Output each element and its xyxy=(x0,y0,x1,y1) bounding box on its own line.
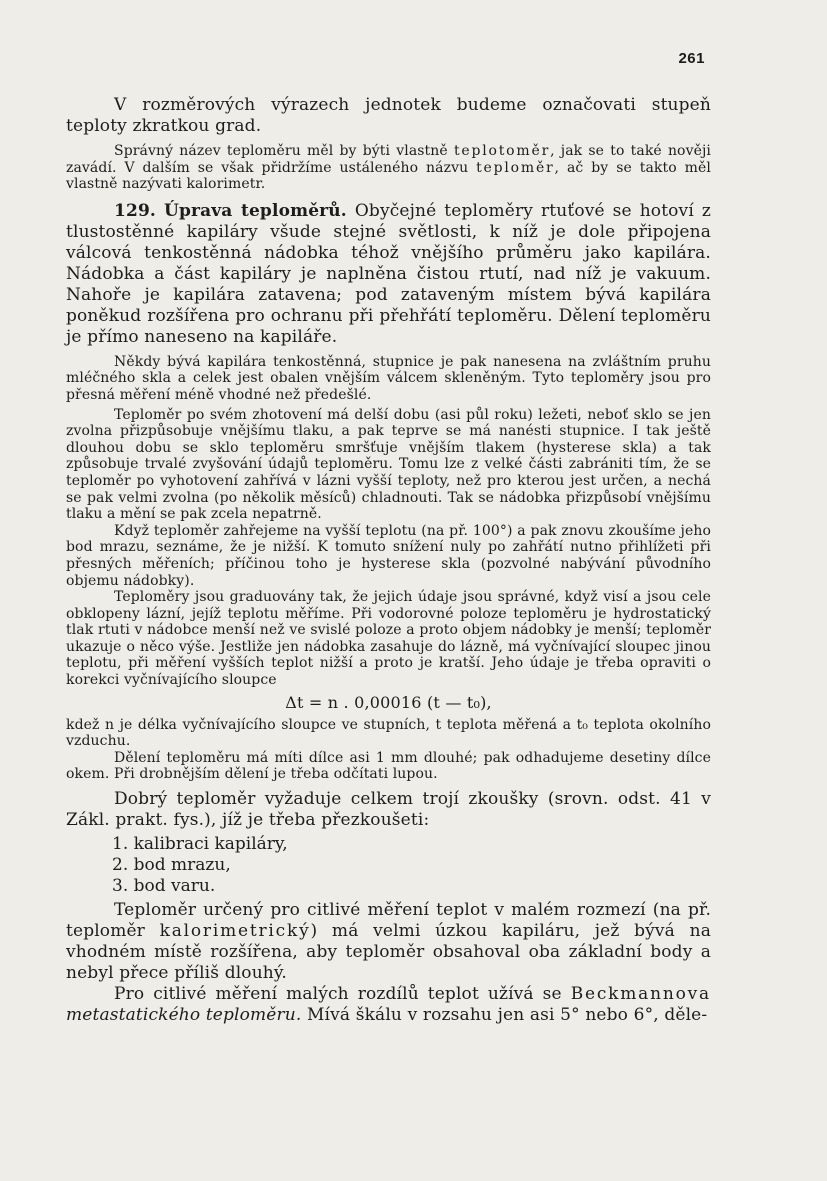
list-item: 1. kalibraci kapiláry, xyxy=(112,834,288,855)
list-item: 2. bod mrazu, xyxy=(112,855,231,876)
paragraph-graduation: Teploměry jsou graduovány tak, že jejich údaje jsou správné, když visí a jsou cele obklopeny lázní, jejíž teplotu měříme. Při vodorovné poloze teploměru je hydrostatický tlak rtuti v nádobce menší než ve svislé poloze a proto objem nádobky je menší; teploměr ukazuje o něco výše. Jestliže jen nádobka zasahuje do lázně, má vyčnívající sloupec jinou teplotu, při měření vyšších teplot nižší a proto je kratší. Jeho údaje je třeba opraviti o korekci vyčnívajícího sloupce xyxy=(66,589,711,689)
term-metastatic-thermometer: metastatického teploměru. xyxy=(66,1005,302,1026)
correction-formula: Δt = n . 0,00016 (t — t₀), xyxy=(285,692,492,712)
paragraph-formula-explanation: kdež n je délka vyčnívajícího sloupce ve stupních, t teplota měřená a t₀ teplota okolního vzduchu. xyxy=(66,716,711,750)
paragraph-calorimetric xyxy=(66,900,711,984)
paragraph-thin-capillary: Někdy bývá kapilára tenkostěnná, stupnice je pak nanesena na zvláštním pruhu mléčného skla a celek jest obalen vnějším válcem skleněným. Tyto teploměry jsou pro přesná měření méně vhodné než předešlé. xyxy=(66,353,711,403)
page-content xyxy=(66,95,711,1026)
section-129 xyxy=(66,201,711,348)
paragraph-correct-name xyxy=(66,143,711,193)
section-title: Úprava teploměrů. xyxy=(164,200,347,221)
paragraph-division: Dělení teploměru má míti dílce asi 1 mm dlouhé; pak odhadujeme desetiny dílce okem. Při drobnějším dělení je třeba odčítati lupou. xyxy=(66,749,711,783)
paragraph-beckmann-part-2: Mívá škálu v rozsahu jen asi 5° nebo 6°, děle- xyxy=(307,1005,708,1026)
paragraph-correct-name-part-1: Správný název teploměru měl by býti vlastně xyxy=(114,143,448,159)
paragraph-correct-name-part-3: , ač by se takto měl vlastně nazývati kalorimetr. xyxy=(66,159,711,193)
list-item: 3. bod varu. xyxy=(112,876,216,897)
term-teplomer: teploměr xyxy=(476,159,555,176)
page-number: 261 xyxy=(678,50,705,67)
test-list xyxy=(66,834,711,897)
paragraph-three-tests: Dobrý teploměr vyžaduje celkem trojí zkoušky (srovn. odst. 41 v Zákl. prakt. fys.), jíž je třeba přezkoušeti: xyxy=(66,789,711,831)
term-kalorimetricky: kalorimetrický xyxy=(159,921,311,942)
paragraph-calorimetric-part-2: ) má velmi úzkou kapiláru, jež bývá na vhodném místě rozšířena, aby teploměr obsahoval oba základní body a nebyl přece příliš dlouhý. xyxy=(66,921,711,984)
paragraph-temperature-unit: V rozměrových výrazech jednotek budeme označovati stupeň teploty zkratkou grad. xyxy=(66,95,711,136)
paragraph-aging: Teploměr po svém zhotovení má delší dobu (asi půl roku) ležeti, neboť sklo se jen zvolna přizpůsobuje vnějšímu tlaku, a pak teprve se má nanésti stupnice. I tak ještě dlouhou dobu se sklo teploměru smršťuje vnějším tlakem (hysterese skla) a tak způsobuje trvalé zvyšování údajů teploměru. Tomu lze z velké části zabrániti tím, že se teploměr po vyhotovení zahřívá v lázni vyšší teploty, než pro kterou jest určen, a nechá se pak velmi zvolna (po několik měsíců) chladnouti. Tak se nádobka přizpůsobí vnějšímu tlaku a mění se pak zcela nepatrně. xyxy=(66,406,711,523)
section-number: 129. xyxy=(114,200,157,221)
term-teplotomer: teplotoměr xyxy=(453,143,551,159)
term-beckmannova: Beckmannova xyxy=(570,984,711,1005)
paragraph-correct-name-part-2: , jak se to také nověji zavádí. V dalším se však přidržíme ustáleného názvu xyxy=(66,143,711,176)
section-text: Obyčejné teploměry rtuťové se hotoví z tlustostěnné kapiláry všude stejné světlosti, k níž je dole připojena válcová tenkostěnná nádobka téhož vnějšího průměru jako kapilára. Nádobka a část kapiláry je naplněna čistou rtutí, nad níž je vakuum. Nahoře je kapilára zatavena; pod zataveným místem bývá kapilára poněkud rozšířena pro ochranu při přehřátí teploměru. Dělení teploměru je přímo naneseno na kapiláře. xyxy=(66,200,711,347)
paragraph-zero-depression: Když teploměr zahřejeme na vyšší teplotu (na př. 100°) a pak znovu zkoušíme jeho bod mrazu, seznáme, že je nižší. K tomuto snížení nuly po zahřátí nutno přihlížeti při přesných měřeních; příčinou toho je hysterese skla (pozvolné nabývání původního objemu nádobky). xyxy=(66,522,711,589)
paragraph-beckmann xyxy=(66,984,711,1026)
paragraph-calorimetric-part-1: Teploměr určený pro citlivé měření teplot v malém rozmezí (na př. teploměr xyxy=(66,900,711,942)
paragraph-beckmann-part-1: Pro citlivé měření malých rozdílů teplot užívá se xyxy=(114,984,562,1005)
